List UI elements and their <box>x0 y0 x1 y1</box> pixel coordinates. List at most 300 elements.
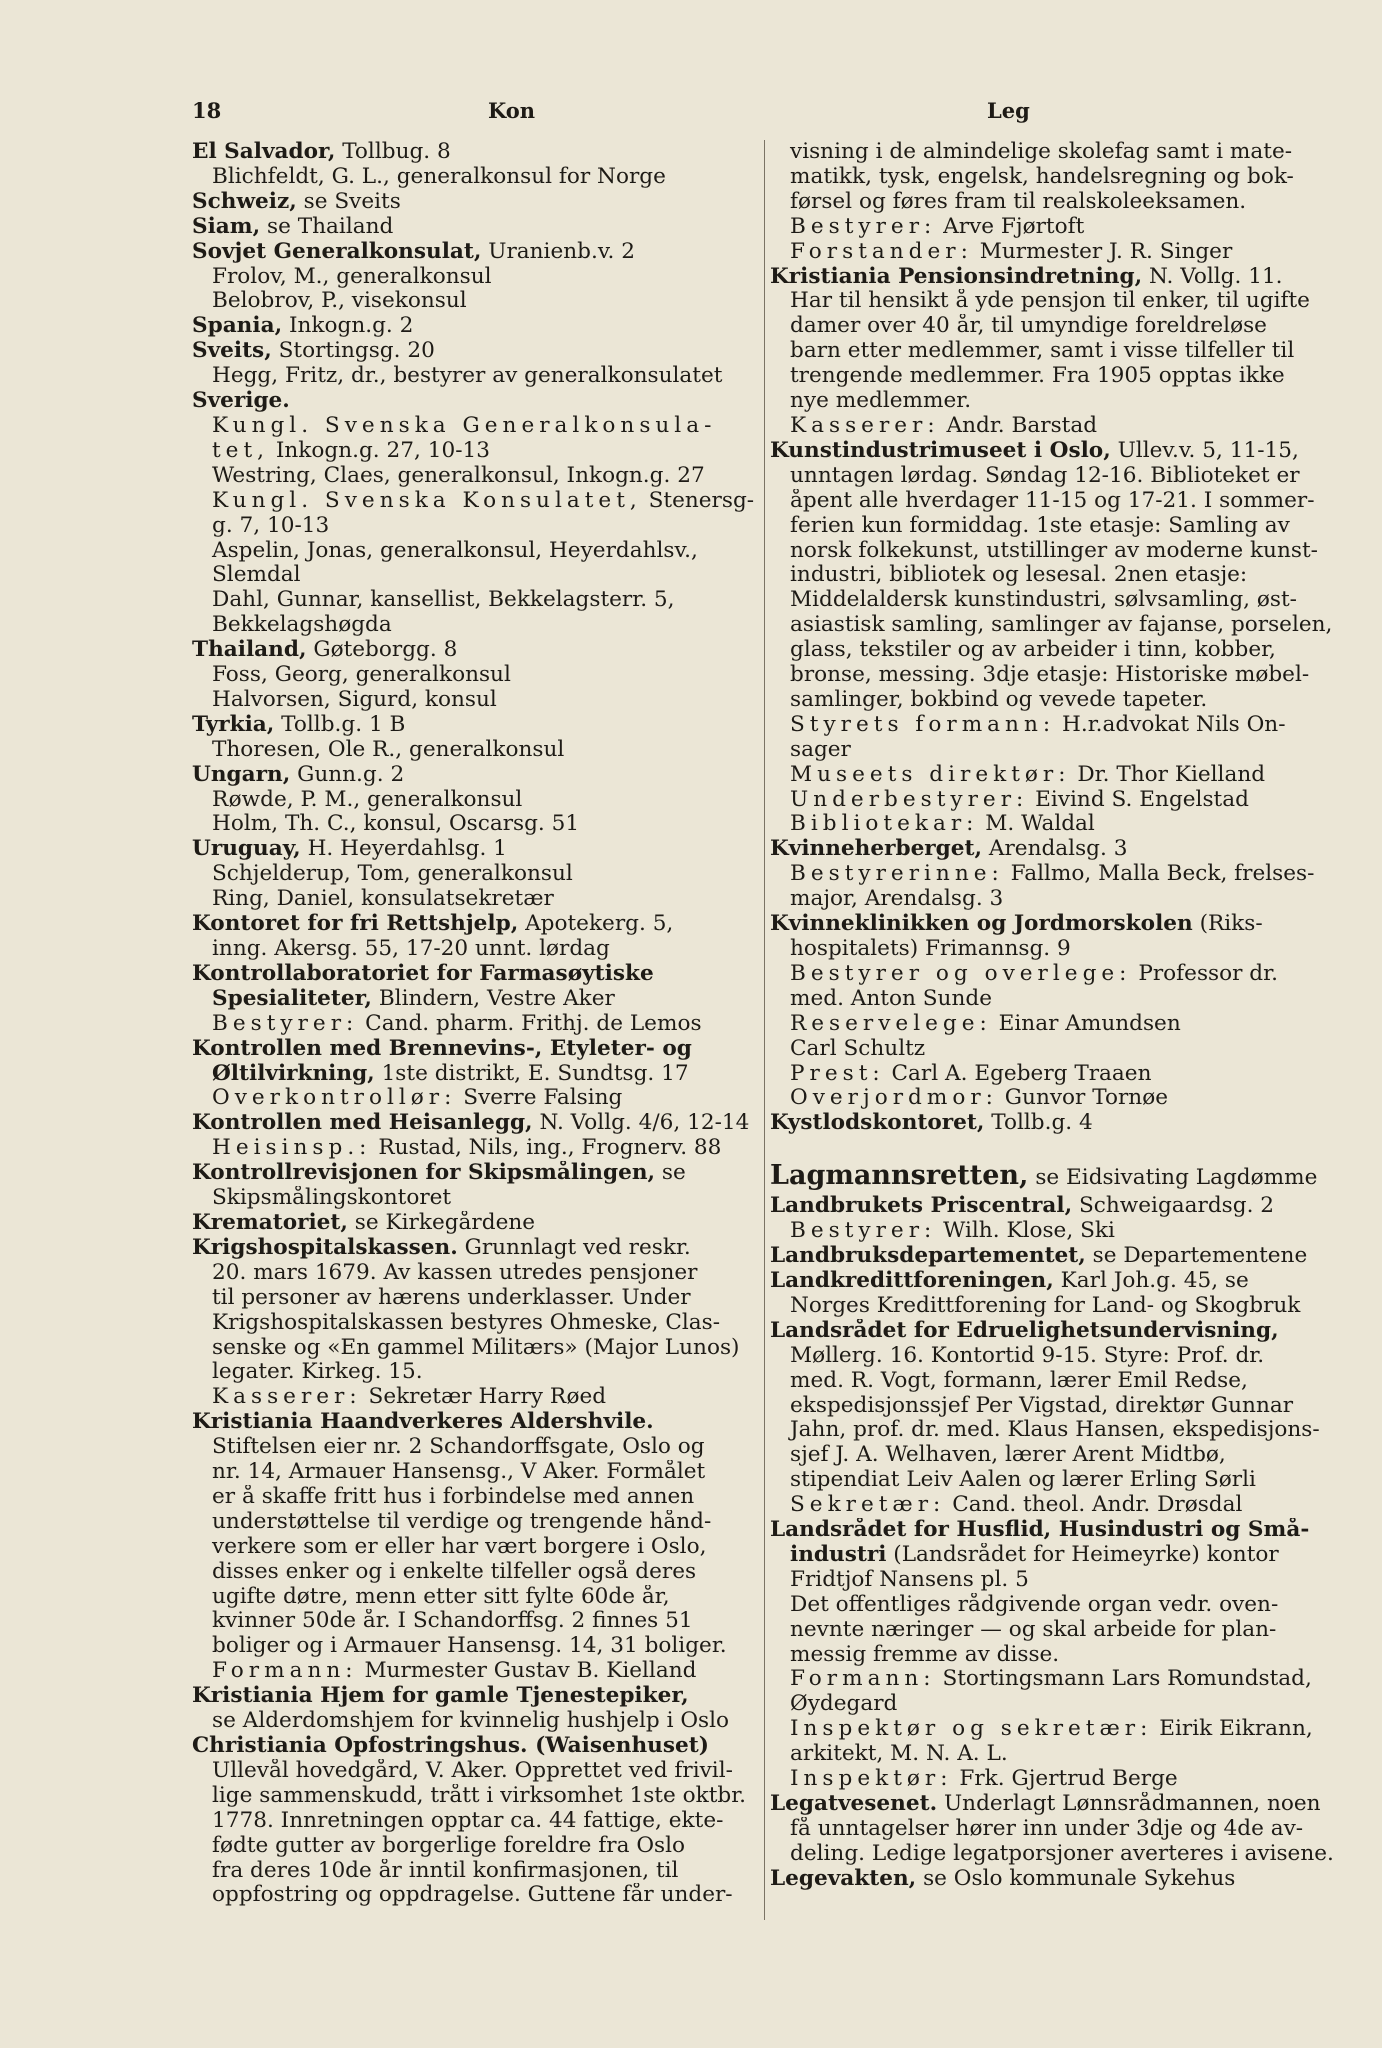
directory-line <box>192 1609 760 1634</box>
left-running-keyword: Kon <box>488 98 536 123</box>
directory-line <box>770 638 1338 663</box>
directory-line <box>192 937 760 962</box>
spaced-label: Sekretær: <box>790 1493 946 1518</box>
directory-line <box>192 289 760 314</box>
entry-text: Tollb.g. 4 <box>984 1111 1093 1136</box>
directory-line <box>192 1236 760 1261</box>
directory-line <box>770 1012 1338 1037</box>
spaced-label: Bibliotekar: <box>790 812 979 837</box>
entry-text: Gunvor Tornøe <box>997 1086 1168 1111</box>
directory-line <box>770 1742 1338 1767</box>
entry-text: lige sammenskudd, trått i virksomhet 1ste oktbr. <box>212 1783 747 1808</box>
entry-heading: Tyrkia, <box>192 712 275 737</box>
entry-heading: Landbrukets Priscentral, <box>770 1194 1073 1219</box>
entry-text: fra deres 10de år inntil konfirmasjonen, til <box>212 1858 679 1883</box>
entry-heading: Christiania Opfostringshus. (Waisenhuset) <box>192 1734 709 1758</box>
directory-line <box>770 314 1338 339</box>
directory-line <box>192 389 760 414</box>
directory-line <box>770 439 1338 464</box>
entry-text: Møllerg. 16. Kontortid 9-15. Styre: Prof. dr. <box>790 1343 1265 1368</box>
spaced-label: Museets direktør: <box>790 762 1071 787</box>
spaced-label: Reservelege: <box>790 1011 992 1036</box>
entry-text: Eivind S. Engelstad <box>1028 787 1249 812</box>
directory-line <box>192 1659 760 1684</box>
spaced-label: Overkontrollør: <box>212 1086 457 1111</box>
entry-text: Slemdal <box>212 563 301 588</box>
entry-text: Grunnlagt ved reskr. <box>457 1235 691 1260</box>
entry-text: Schweigaardsg. 2 <box>1072 1194 1275 1219</box>
directory-line <box>192 1809 760 1834</box>
entry-heading: Sverige. <box>192 389 290 414</box>
entry-heading: Kontrollaboratoriet for Farmasøytiske <box>192 961 654 986</box>
entry-text: Arendalsg. 3 <box>982 837 1128 862</box>
directory-line <box>192 1734 760 1759</box>
entry-heading: Landsrådet for Husflid, Husindustri og Små- <box>770 1518 1310 1543</box>
entry-text: stipendiat Leiv Aalen og lærer Erling Sørli <box>790 1468 1256 1493</box>
entry-text: H. Heyerdahlsg. 1 <box>300 837 507 862</box>
right-column <box>770 140 1338 1892</box>
directory-line <box>770 962 1338 987</box>
directory-line <box>192 539 760 564</box>
spaced-label: Overjordmor: <box>790 1086 998 1111</box>
entry-heading: Kontrollrevisjonen for Skipsmålingen, <box>192 1161 656 1186</box>
entry-text: fødte gutter av borgerlige foreldre fra Oslo <box>212 1833 686 1858</box>
right-running-keyword: Leg <box>987 98 1030 123</box>
page-number: 18 <box>192 98 222 123</box>
directory-line <box>192 588 760 613</box>
directory-line <box>770 1817 1338 1842</box>
spaced-label: Underbestyrer: <box>790 787 1029 812</box>
directory-line <box>192 1585 760 1610</box>
entry-text: Einar Amundsen <box>991 1011 1181 1036</box>
entry-text: se Kirkegårdene <box>347 1210 536 1235</box>
entry-text: Rustad, Nils, ing., Frognerv. 88 <box>371 1136 722 1161</box>
entry-heading: Ungarn, <box>192 762 291 787</box>
directory-line <box>192 1261 760 1286</box>
entry-text: Norges Kredittforening for Land- og Skogbruk <box>790 1293 1301 1318</box>
entry-text: arkitekt, M. N. A. L. <box>790 1742 1008 1767</box>
directory-line <box>192 638 760 663</box>
directory-line <box>192 1186 760 1211</box>
entry-text: Sekretær Harry Røed <box>361 1385 607 1410</box>
directory-line <box>192 240 760 265</box>
entry-heading: Krigshospitalskassen. <box>192 1235 458 1260</box>
entry-text: unntagen lørdag. Søndag 12-16. Biblioteket er <box>790 463 1300 488</box>
directory-line <box>770 1418 1338 1443</box>
directory-line <box>192 1510 760 1535</box>
directory-line <box>192 1086 760 1111</box>
directory-line <box>192 215 760 240</box>
column-divider <box>764 140 765 1920</box>
directory-line <box>770 763 1338 788</box>
directory-line <box>192 1385 760 1410</box>
directory-line <box>192 1435 760 1460</box>
directory-line <box>192 812 760 837</box>
entry-text: M. Waldal <box>978 812 1095 837</box>
directory-line <box>770 1593 1338 1618</box>
directory-line <box>770 1717 1338 1742</box>
entry-text: barn etter medlemmer, samt i visse tilfeller til <box>790 339 1295 364</box>
entry-text: med. Anton Sunde <box>790 986 992 1011</box>
directory-line <box>192 1286 760 1311</box>
entry-text: Ring, Daniel, konsulatsekretær <box>212 887 554 912</box>
entry-text: g. 7, 10-13 <box>212 513 330 538</box>
spaced-label: Kasserer: <box>212 1385 362 1410</box>
entry-text: til personer av hærens underklasser. Under <box>212 1285 691 1310</box>
entry-heading: Kvinneklinikken og Jordmorskolen <box>770 912 1193 937</box>
directory-line <box>770 937 1338 962</box>
directory-line <box>192 912 760 937</box>
entry-text: se Thailand <box>260 214 394 239</box>
entry-heading: Øltilvirkning, <box>212 1061 375 1086</box>
entry-text: Dr. Thor Kielland <box>1070 762 1266 787</box>
section-heading: Lagmannsretten, <box>770 1160 1029 1192</box>
directory-line <box>192 1859 760 1884</box>
entry-text: visning i de almindelige skolefag samt i mate- <box>790 140 1293 164</box>
directory-line <box>192 1535 760 1560</box>
directory-line <box>770 1244 1338 1269</box>
directory-line <box>770 1692 1338 1717</box>
entry-text: Stortingsmann Lars Romundstad, <box>935 1667 1312 1692</box>
directory-line <box>192 738 760 763</box>
directory-line <box>770 788 1338 813</box>
entry-text: norsk folkekunst, utstillinger av moderne kunst- <box>790 538 1318 563</box>
directory-line <box>770 663 1338 688</box>
entry-text: N. Vollg. 11. <box>1142 264 1283 289</box>
entry-heading: Schweiz, <box>192 189 297 214</box>
directory-line <box>770 812 1338 837</box>
directory-line <box>192 1634 760 1659</box>
entry-text: Foss, Georg, generalkonsul <box>212 663 511 688</box>
entry-text: Carl A. Egeberg Traaen <box>884 1061 1152 1086</box>
entry-text: Hegg, Fritz, dr., bestyrer av generalkonsulatet <box>212 364 723 389</box>
entry-text: ugifte døtre, menn etter sitt fylte 60de år, <box>212 1584 670 1609</box>
directory-line <box>192 1485 760 1510</box>
directory-line <box>770 1062 1338 1087</box>
directory-line <box>192 1211 760 1236</box>
directory-line <box>192 1336 760 1361</box>
directory-line <box>770 912 1338 937</box>
spaced-label: tet, <box>212 438 269 463</box>
spaced-label: Forstander: <box>790 239 973 264</box>
entry-heading: Spesialiteter, <box>212 986 372 1011</box>
entry-heading: Kristiania Hjem for gamle Tjenestepiker, <box>192 1684 689 1709</box>
entry-text: Krigshospitalskassen bestyres Ohmeske, Clas- <box>212 1310 721 1335</box>
directory-line <box>192 1684 760 1709</box>
directory-line <box>770 887 1338 912</box>
entry-text: nr. 14, Armauer Hansensg., V Aker. Formålet <box>212 1460 706 1485</box>
entry-text: senske og «En gammel Militærs» (Major Lunos) <box>212 1335 740 1360</box>
spaced-label: Bestyrer: <box>790 214 937 239</box>
directory-line <box>770 1842 1338 1867</box>
entry-text: kvinner 50de år. I Schandorffsg. 2 finnes 51 <box>212 1609 693 1634</box>
directory-line <box>770 688 1338 713</box>
spaced-label: Bestyrer: <box>212 1011 359 1036</box>
entry-heading: El Salvador, <box>192 140 336 164</box>
entry-text: Stiftelsen eier nr. 2 Schandorffsgate, Oslo og <box>212 1435 705 1460</box>
spaced-label: Kasserer: <box>790 413 940 438</box>
entry-text: Bekkelagshøgda <box>212 613 392 638</box>
directory-line <box>192 265 760 290</box>
directory-line <box>770 1269 1338 1294</box>
entry-text: H.r.advokat Nils On- <box>1055 712 1286 737</box>
entry-heading: Kontrollen med Heisanlegg, <box>192 1111 533 1136</box>
directory-line <box>192 1136 760 1161</box>
entry-text: Jahn, prof. dr. med. Klaus Hansen, ekspedisjons- <box>790 1418 1320 1443</box>
entry-heading: Kystlodskontoret, <box>770 1111 985 1136</box>
entry-text: Blichfeldt, G. L., generalkonsul for Norge <box>212 164 666 189</box>
entry-text: disses enker og i enkelte tilfeller også deres <box>212 1559 697 1584</box>
entry-text: matikk, tysk, engelsk, handelsregning og bok- <box>790 164 1294 189</box>
directory-line <box>770 613 1338 638</box>
entry-text: Wilh. Klose, Ski <box>936 1219 1115 1244</box>
directory-line <box>192 165 760 190</box>
entry-text: Stenersg- <box>641 488 755 513</box>
directory-line <box>770 1037 1338 1062</box>
spaced-label: Bestyrer: <box>790 1219 937 1244</box>
entry-text: åpent alle hverdager 11-15 og 17-21. I sommer- <box>790 488 1315 513</box>
directory-line <box>192 862 760 887</box>
directory-line <box>192 1111 760 1136</box>
entry-heading: Krematoriet, <box>192 1210 348 1235</box>
entry-text: messig fremme av disse. <box>790 1642 1060 1667</box>
entry-text: Eirik Eikrann, <box>1152 1717 1313 1742</box>
entry-text: få unntagelser hører inn under 3dje og 4de av- <box>790 1816 1304 1841</box>
directory-line <box>192 987 760 1012</box>
section-spacer <box>770 1136 1338 1158</box>
entry-text: Murmester Gustav B. Kielland <box>357 1659 697 1684</box>
directory-line <box>770 389 1338 414</box>
directory-line <box>770 1294 1338 1319</box>
entry-text: førsel og føres fram til realskoleeksamen. <box>790 189 1247 214</box>
entry-text: understøttelse til verdige og trengende hånd- <box>212 1509 712 1534</box>
directory-line <box>192 1161 760 1186</box>
directory-line <box>770 1518 1338 1543</box>
directory-line <box>192 1410 760 1435</box>
entry-text: (Landsrådet for Heimeyrke) kontor <box>886 1542 1279 1567</box>
directory-line <box>770 1443 1338 1468</box>
entry-text: Frolov, M., generalkonsul <box>212 264 492 289</box>
spaced-label: Bestyrer og overlege: <box>790 961 1132 986</box>
entry-text: oppfostring og oppdragelse. Guttene får under- <box>212 1883 733 1908</box>
directory-line <box>770 1344 1338 1369</box>
entry-text: samlinger, bokbind og vevede tapeter. <box>790 687 1208 712</box>
entry-text: glass, tekstiler og av arbeider i tinn, kobber, <box>790 638 1276 663</box>
spaced-label: Kungl. Svenska Konsulatet, <box>212 488 642 513</box>
directory-line <box>770 1369 1338 1394</box>
entry-text: Blindern, Vestre Aker <box>371 986 615 1011</box>
entry-text: Westring, Claes, generalkonsul, Inkogn.g. 27 <box>212 463 705 488</box>
entry-heading: Legevakten, <box>770 1866 917 1891</box>
directory-line <box>192 1784 760 1809</box>
entry-text: med. R. Vogt, formann, lærer Emil Redse, <box>790 1368 1248 1393</box>
entry-heading: Kristiania Pensionsindretning, <box>770 264 1143 289</box>
entry-text: Professor dr. <box>1131 961 1278 986</box>
directory-line <box>770 240 1338 265</box>
entry-text: Tollbug. 8 <box>335 140 451 164</box>
entry-text: verkere som er eller har vært borgere i Oslo, <box>212 1534 707 1559</box>
directory-line <box>192 1062 760 1087</box>
directory-line <box>770 165 1338 190</box>
directory-line <box>770 1086 1338 1111</box>
directory-line <box>192 190 760 215</box>
directory-line <box>192 1834 760 1859</box>
directory-line <box>770 713 1338 738</box>
entry-text: Fridtjof Nansens pl. 5 <box>790 1567 1029 1592</box>
spaced-label: Kungl. Svenska Generalkonsula- <box>212 413 717 438</box>
entry-text: deling. Ledige legatporsjoner averteres i avisene. <box>790 1841 1334 1866</box>
entry-text: Aspelin, Jonas, generalkonsul, Heyerdahlsv., <box>212 538 698 563</box>
directory-line <box>192 464 760 489</box>
entry-heading: Thailand, <box>192 638 307 663</box>
entry-text: Ullevål hovedgård, V. Aker. Opprettet ved frivil- <box>212 1758 733 1783</box>
spaced-label: Formann: <box>790 1667 936 1692</box>
page-header <box>192 98 1338 132</box>
directory-line <box>770 489 1338 514</box>
directory-line <box>192 1460 760 1485</box>
directory-line <box>192 314 760 339</box>
directory-line <box>192 837 760 862</box>
entry-heading: Sveits, <box>192 339 272 364</box>
directory-line <box>770 1194 1338 1219</box>
entry-heading: Legatvesenet. <box>770 1792 938 1816</box>
entry-heading: Landkredittforeningen, <box>770 1268 1054 1293</box>
entry-text: major, Arendalsg. 3 <box>790 887 1004 912</box>
entry-text: inng. Akersg. 55, 17-20 unnt. lørdag <box>212 937 610 961</box>
directory-line <box>770 1394 1338 1419</box>
entry-text: 20. mars 1679. Av kassen utredes pensjoner <box>212 1260 698 1285</box>
directory-line <box>192 514 760 539</box>
spaced-label: Inspektør: <box>790 1767 953 1792</box>
entry-text: se Departementene <box>1085 1244 1308 1269</box>
entry-text: industri, bibliotek og lesesal. 2nen etasje: <box>790 563 1248 588</box>
entry-text: hospitalets) Frimannsg. 9 <box>790 937 1071 961</box>
entry-heading: Kunstindustrimuseet i Oslo, <box>770 438 1111 463</box>
directory-line <box>770 1618 1338 1643</box>
entry-text: Inkogn.g. 2 <box>282 314 414 339</box>
entry-heading: industri <box>790 1542 887 1567</box>
entry-text: Andr. Barstad <box>939 413 1098 438</box>
entry-text: Ullev.v. 5, 11-15, <box>1110 438 1299 463</box>
directory-line <box>192 887 760 912</box>
directory-line <box>192 1560 760 1585</box>
directory-line <box>192 489 760 514</box>
entry-text: Murmester J. R. Singer <box>972 239 1233 264</box>
directory-line <box>770 1643 1338 1668</box>
directory-line <box>770 190 1338 215</box>
directory-line <box>770 1219 1338 1244</box>
directory-line <box>192 339 760 364</box>
directory-line <box>770 1493 1338 1518</box>
directory-line <box>770 563 1338 588</box>
directory-line <box>770 1867 1338 1892</box>
entry-text: nevnte næringer — og skal arbeide for plan- <box>790 1617 1277 1642</box>
entry-heading: Sovjet Generalkonsulat, <box>192 239 482 264</box>
directory-line <box>192 439 760 464</box>
directory-line <box>192 788 760 813</box>
directory-line <box>192 563 760 588</box>
directory-line <box>192 1360 760 1385</box>
entry-text: Thoresen, Ole R., generalkonsul <box>212 737 565 762</box>
entry-text: Har til hensikt å yde pensjon til enker, til ugifte <box>790 289 1310 314</box>
entry-text: N. Vollg. 4/6, 12-14 <box>532 1111 750 1136</box>
spaced-label: Formann: <box>212 1659 358 1684</box>
spaced-label: Heisinsp.: <box>212 1136 372 1161</box>
directory-line <box>770 837 1338 862</box>
directory-line <box>192 1012 760 1037</box>
entry-text: ekspedisjonssjef Per Vigstad, direktør Gunnar <box>790 1393 1294 1418</box>
directory-line <box>192 1709 760 1734</box>
entry-text: se Sveits <box>296 189 401 214</box>
entry-text: Halvorsen, Sigurd, konsul <box>212 687 497 712</box>
directory-line <box>192 1311 760 1336</box>
directory-line <box>192 414 760 439</box>
directory-line <box>192 688 760 713</box>
entry-text: Det offentliges rådgivende organ vedr. oven- <box>790 1592 1279 1617</box>
entry-heading: Kontrollen med Brennevins-, Etyleter- og <box>192 1036 692 1061</box>
entry-text: Gunn.g. 2 <box>290 762 405 787</box>
directory-line <box>770 738 1338 763</box>
directory-line <box>192 1883 760 1908</box>
directory-line <box>770 1319 1338 1344</box>
directory-line <box>192 1759 760 1784</box>
entry-text: Karl Joh.g. 45, se <box>1053 1268 1249 1293</box>
entry-text: trengende medlemmer. Fra 1905 opptas ikke <box>790 364 1285 389</box>
entry-heading: Kvinneherberget, <box>770 837 983 862</box>
entry-text: Carl Schultz <box>790 1036 926 1061</box>
directory-line <box>770 140 1338 165</box>
directory-line <box>192 962 760 987</box>
directory-line <box>770 364 1338 389</box>
entry-text: Holm, Th. C., konsul, Oscarsg. 51 <box>212 812 580 837</box>
entry-text: sager <box>790 737 851 762</box>
directory-line <box>770 215 1338 240</box>
entry-text: Dahl, Gunnar, kansellist, Bekkelagsterr. 5, <box>212 588 675 613</box>
entry-heading: Siam, <box>192 214 261 239</box>
directory-line <box>770 414 1338 439</box>
directory-line <box>192 713 760 738</box>
entry-heading: Kristiania Haandverkeres Aldershvile. <box>192 1410 654 1435</box>
entry-text: Frk. Gjertrud Berge <box>952 1767 1178 1792</box>
entry-text: ferien kun formiddag. 1ste etasje: Samling av <box>790 513 1290 538</box>
entry-text: Underlagt Lønnsrådmannen, noen <box>937 1792 1321 1816</box>
entry-text: Apotekerg. 5, <box>518 912 674 937</box>
directory-line <box>770 1543 1338 1568</box>
entry-text: (Riks- <box>1192 912 1263 937</box>
entry-text: Øydegard <box>790 1692 898 1717</box>
entry-heading: Landbruksdepartementet, <box>770 1244 1086 1269</box>
entry-text: Gøteborgg. 8 <box>306 638 458 663</box>
directory-line <box>192 763 760 788</box>
entry-text: se Eidsivating Lagdømme <box>1028 1165 1318 1191</box>
left-column <box>192 140 760 1908</box>
entry-text: Stortingsg. 20 <box>271 339 435 364</box>
entry-text: sjef J. A. Welhaven, lærer Arent Midtbø, <box>790 1443 1226 1468</box>
entry-text: damer over 40 år, til umyndige foreldreløse <box>790 314 1267 339</box>
directory-line <box>770 1767 1338 1792</box>
directory-line <box>192 1037 760 1062</box>
directory-line <box>770 1468 1338 1493</box>
entry-heading: Kontoret for fri Rettshjelp, <box>192 912 519 937</box>
entry-text: Røwde, P. M., generalkonsul <box>212 787 523 812</box>
entry-text: Schjelderup, Tom, generalkonsul <box>212 862 573 887</box>
directory-line <box>770 862 1338 887</box>
spaced-label: Bestyrerinne: <box>790 862 1004 887</box>
entry-heading: Spania, <box>192 314 283 339</box>
directory-line <box>192 613 760 638</box>
entry-text: Tollb.g. 1 B <box>274 712 406 737</box>
directory-line <box>770 588 1338 613</box>
